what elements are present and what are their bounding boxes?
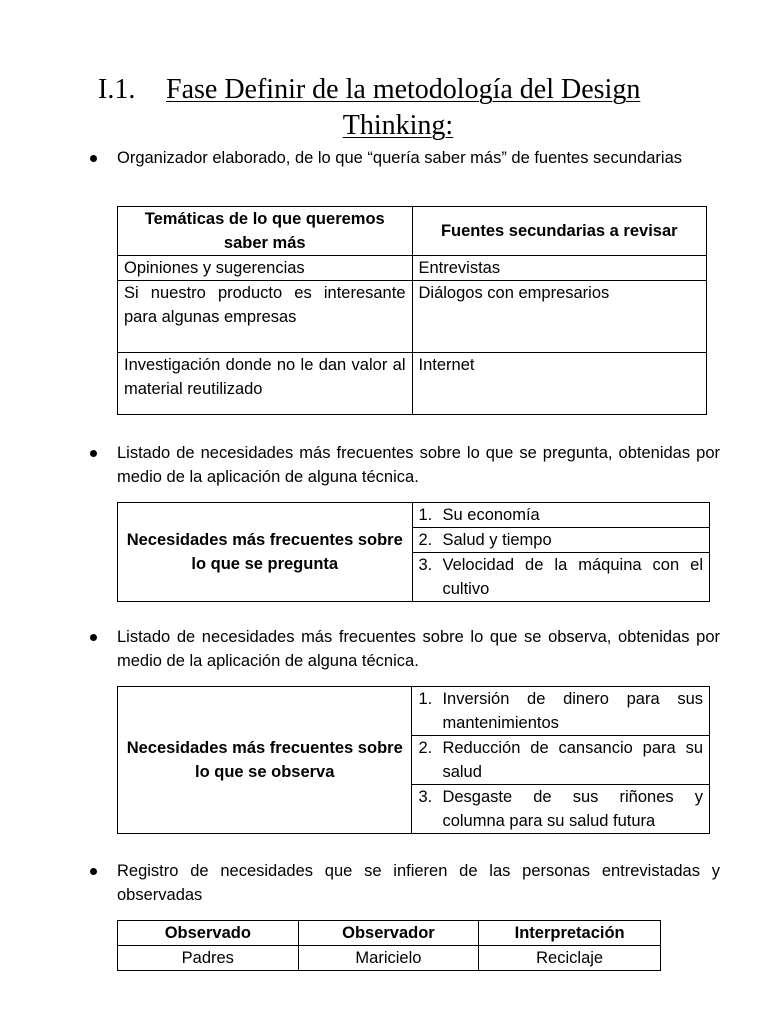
table-row <box>118 353 707 415</box>
bullet-text: Registro de necesidades que se infieren de las personas entrevistadas y observadas <box>117 862 720 904</box>
bullet-dot-icon <box>90 450 97 457</box>
list-number: 2. <box>418 739 433 757</box>
bullet-text: Listado de necesidades más frecuentes sobre lo que se pregunta, obtenidas por medio de la aplicación de alguna técnica. <box>117 444 720 486</box>
list-number: 2. <box>418 531 433 549</box>
table-cell <box>412 736 710 785</box>
table-cell: Diálogos con empresarios <box>412 281 707 353</box>
list-item: Inversión de dinero para sus mantenimientos <box>442 690 703 732</box>
table-cell <box>412 785 710 834</box>
list-number: 1. <box>418 690 433 708</box>
bullet-dot-icon <box>90 868 97 875</box>
bullet-dot-icon <box>90 155 97 162</box>
section-title-line1: Fase Definir de la metodología del Design <box>166 74 641 105</box>
observed-needs-table <box>117 686 710 834</box>
table-stub-cell: Necesidades más frecuentes sobre lo que se observa <box>118 687 412 834</box>
asked-needs-table <box>117 502 710 602</box>
table-row <box>118 256 707 281</box>
list-item: Salud y tiempo <box>442 531 552 549</box>
bullet-item <box>90 859 720 907</box>
table-cell <box>412 503 710 528</box>
list-number: 3. <box>418 556 433 574</box>
table-cell: Opiniones y sugerencias <box>118 256 413 281</box>
table-row <box>118 281 707 353</box>
column-header: Temáticas de lo que queremos saber más <box>118 207 413 256</box>
table-cell: Maricielo <box>298 946 479 971</box>
secondary-sources-table <box>117 206 707 415</box>
table-cell: Investigación donde no le dan valor al material reutilizado <box>118 353 413 415</box>
list-item: Velocidad de la máquina con el cultivo <box>442 556 703 598</box>
bullet-item <box>90 146 720 170</box>
table-row <box>118 946 661 971</box>
table-row <box>118 687 710 736</box>
table-header-row <box>118 207 707 256</box>
section-title-line2: Thinking: <box>342 110 454 141</box>
column-header: Observado <box>118 921 299 946</box>
column-header: Interpretación <box>479 921 661 946</box>
table-cell <box>412 687 710 736</box>
table-row <box>118 503 710 528</box>
column-header: Fuentes secundarias a revisar <box>412 207 707 256</box>
bullet-dot-icon <box>90 634 97 641</box>
list-item: Reducción de cansancio para su salud <box>442 739 703 781</box>
section-number: I.1. <box>98 74 136 105</box>
table-stub-cell: Necesidades más frecuentes sobre lo que se pregunta <box>118 503 413 602</box>
bullet-item <box>90 625 720 673</box>
table-cell <box>412 553 710 602</box>
table-cell <box>412 528 710 553</box>
bullet-text: Organizador elaborado, de lo que “quería saber más” de fuentes secundarias <box>117 149 683 167</box>
table-cell: Internet <box>412 353 707 415</box>
section-heading <box>98 72 698 144</box>
table-cell: Padres <box>118 946 299 971</box>
list-number: 1. <box>418 506 433 524</box>
bullet-text: Listado de necesidades más frecuentes sobre lo que se observa, obtenidas por medio de la aplicación de alguna técnica. <box>117 628 720 670</box>
inferred-needs-table <box>117 920 661 971</box>
table-cell: Entrevistas <box>412 256 707 281</box>
bullet-item <box>90 441 720 489</box>
table-cell: Reciclaje <box>479 946 661 971</box>
column-header: Observador <box>298 921 479 946</box>
list-item: Su economía <box>442 506 540 524</box>
table-cell: Si nuestro producto es interesante para algunas empresas <box>118 281 413 353</box>
list-number: 3. <box>418 788 433 806</box>
table-header-row <box>118 921 661 946</box>
list-item: Desgaste de sus riñones y columna para su salud futura <box>442 788 703 830</box>
